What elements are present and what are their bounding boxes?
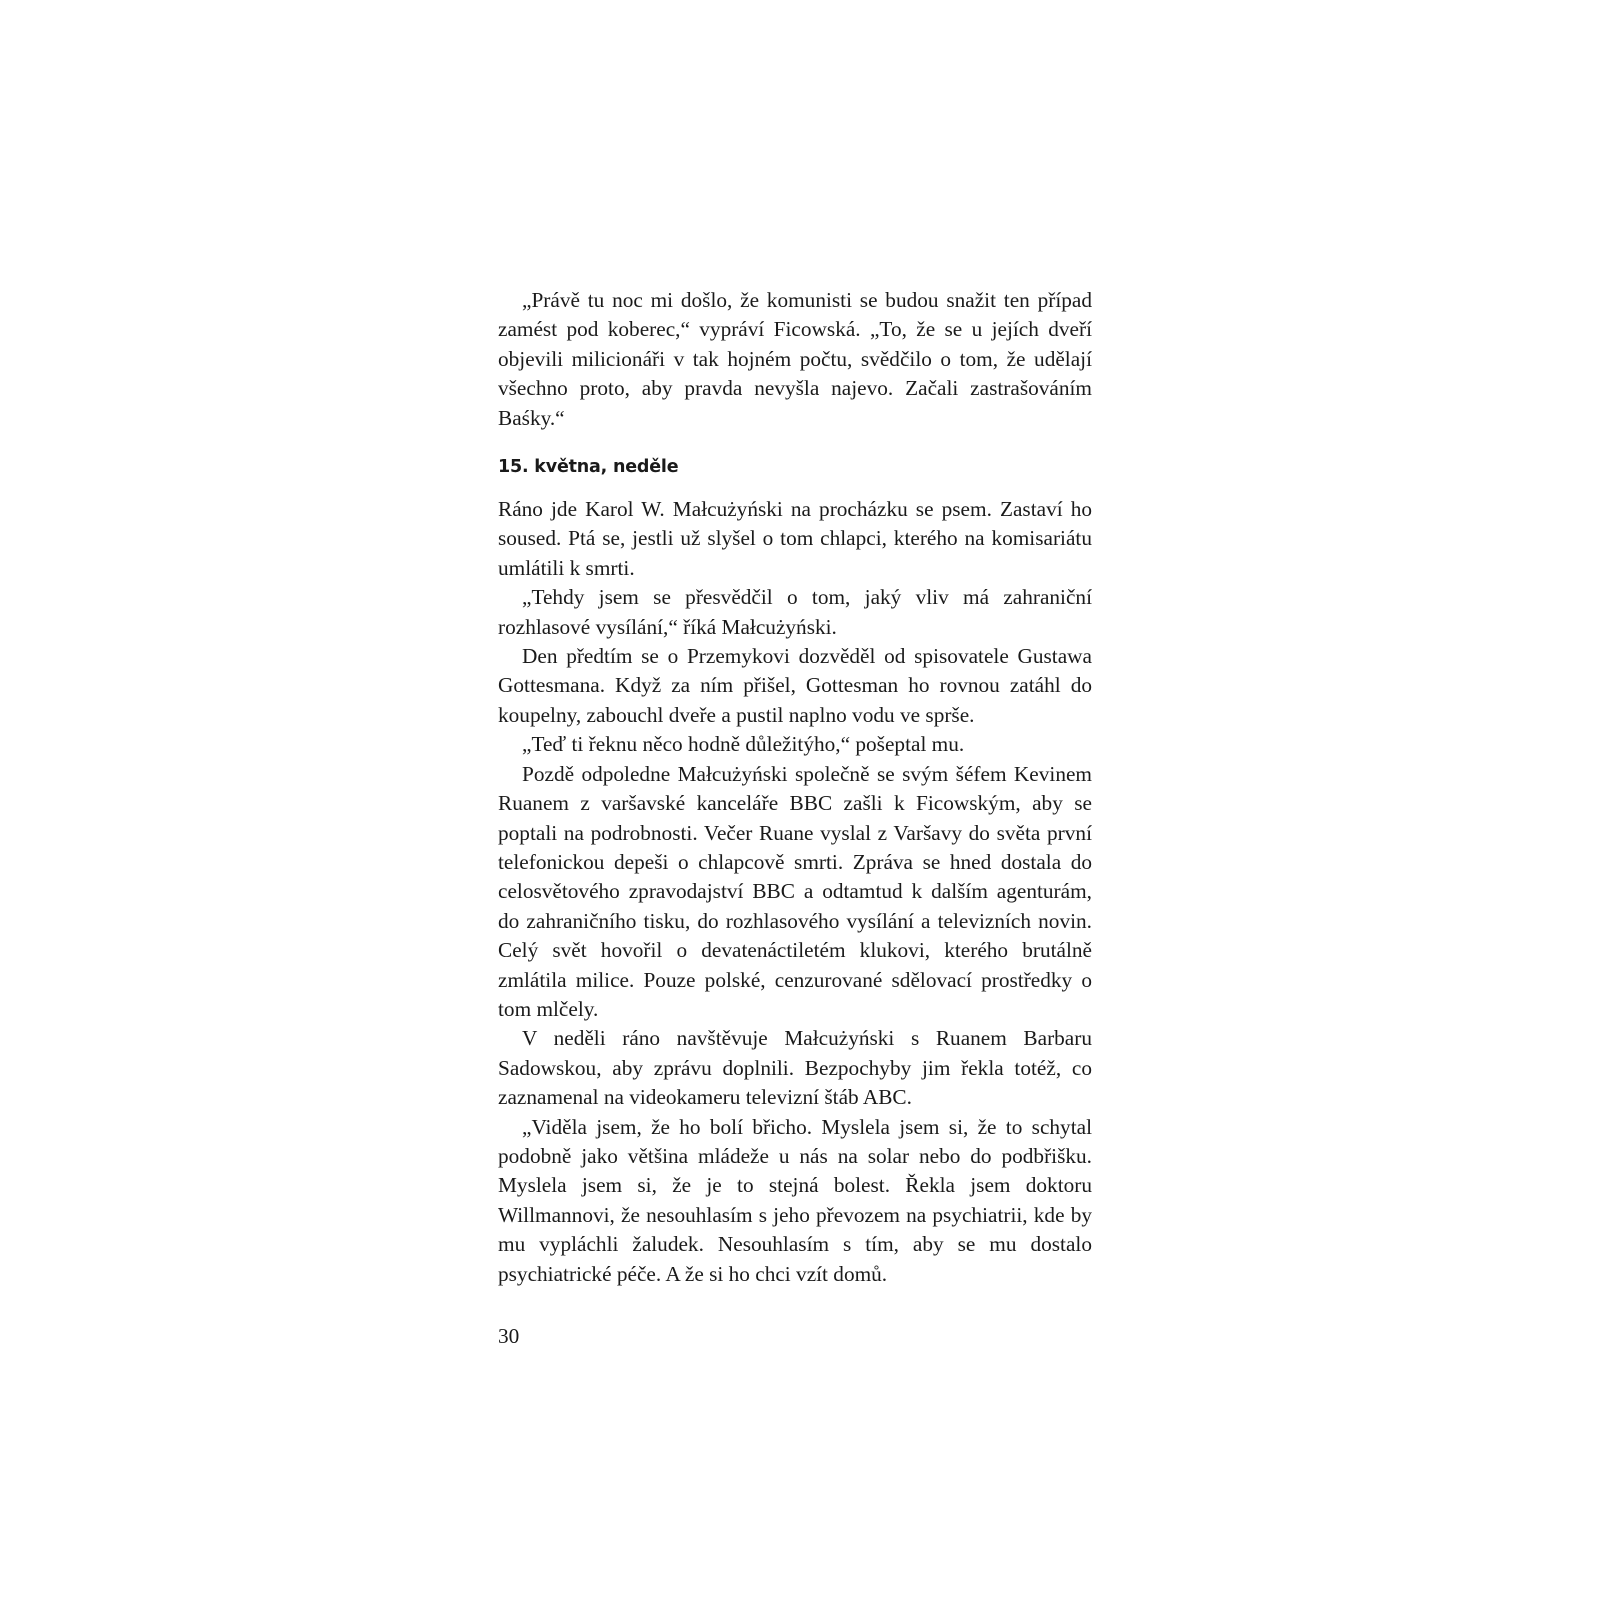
page-number: 30 bbox=[498, 1324, 520, 1348]
paragraph-2: „Tehdy jsem se přesvědčil o tom, jaký vliv má zahraniční rozhlasové vysílání,“ říká Małcużyński. bbox=[498, 585, 1092, 639]
book-page bbox=[498, 286, 1092, 1289]
paragraph-3: Den předtím se o Przemykovi dozvěděl od spisovatele Gustawa Gottesmana. Když za ním přišel, Gottesman ho rovnou zatáhl do koupelny, zabouchl dveře a pustil naplno vodu ve sprše. bbox=[498, 644, 1092, 727]
section-heading: 15. května, neděle bbox=[498, 457, 679, 478]
paragraph-1: Ráno jde Karol W. Małcużyński na procházku se psem. Zastaví ho soused. Ptá se, jestli už slyšel o tom chlapci, kterého na komisariátu umlátili k smrti. bbox=[498, 497, 1092, 580]
paragraph-7: „Viděla jsem, že ho bolí břicho. Myslela jsem si, že to schytal podobně jako většina mládeže u nás na solar nebo do podbřišku. Myslela jsem si, že je to stejná bolest. Řekla jsem doktoru Willmannovi, že nesouhlasím s jeho převozem na psychiatrii, kde by mu vypláchli žaludek. Nesouhlasím s tím, aby se mu dostalo psychiatrické péče. A že si ho chci vzít domů. bbox=[498, 1114, 1092, 1286]
paragraph-4: „Teď ti řeknu něco hodně důležitýho,“ pošeptal mu. bbox=[522, 732, 965, 757]
paragraph-opening-quote: „Právě tu noc mi došlo, že komunisti se budou snažit ten případ zamést pod koberec,“ vypráví Ficowská. „To, že se u jejích dveří objevili milicionáři v tak hojném počtu, svědčilo o tom, že udělají všechno proto, aby pravda nevyšla najevo. Začali zastrašováním Baśky.“ bbox=[498, 288, 1092, 430]
paragraph-6: V neděli ráno navštěvuje Małcużyński s Ruanem Barbaru Sadowskou, aby zprávu doplnili. Bezpochyby jim řekla totéž, co zaznamenal na videokameru televizní štáb ABC. bbox=[498, 1026, 1092, 1110]
paragraph-5: Pozdě odpoledne Małcużyński společně se svým šéfem Kevinem Ruanem z varšavské kanceláře BBC zašli k Ficowským, aby se poptali na podrobnosti. Večer Ruane vyslal z Varšavy do světa první telefonickou depeši o chlapcově smrti. Zpráva se hned dostala do celosvětového zpravodajství BBC a odtamtud k dalším agenturám, do zahraničního tisku, do rozhlasového vysílání a televizních novin. Celý svět hovořil o devatenáctiletém klukovi, kterého brutálně zmlátila milice. Pouze polské, cenzurované sdělovací prostředky o tom mlčely. bbox=[498, 761, 1092, 1021]
